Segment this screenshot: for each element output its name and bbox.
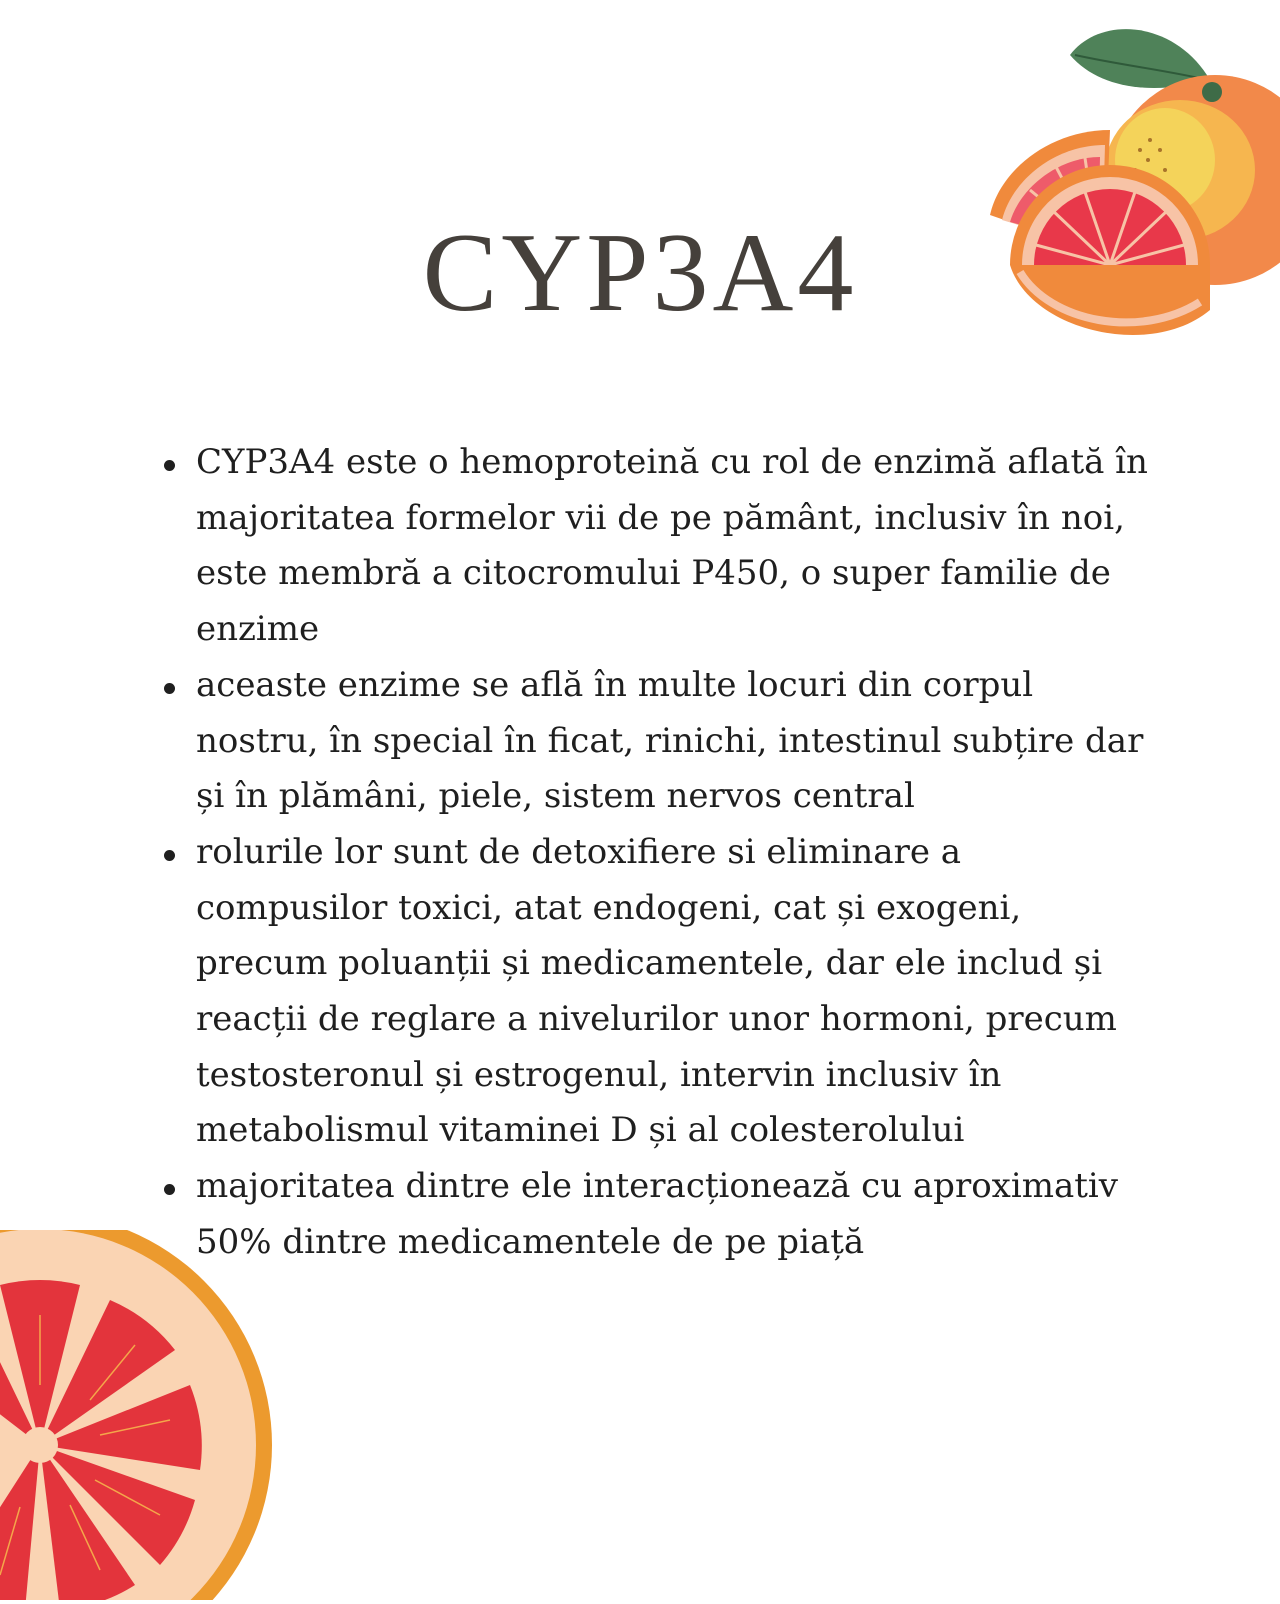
bullet-text: aceaste enzime se află în multe locuri din corpul nostru, în special în ficat, rinichi, intestinul subțire dar și în plămâni, piele, sistem nervos central	[196, 664, 1144, 817]
bullet-point	[164, 1184, 175, 1195]
list-item	[160, 435, 1155, 658]
bullet-point	[164, 850, 175, 861]
bullet-text: CYP3A4 este o hemoproteină cu rol de enzimă aflată în majoritatea formelor vii de pe pământ, inclusiv în noi, este membră a citocromului P450, o super familie de enzime	[196, 442, 1148, 650]
bullet-text: majoritatea dintre ele interacționează cu aproximativ 50% dintre medicamentele de pe piață	[196, 1166, 1118, 1262]
list-item	[160, 825, 1155, 1159]
bullet-point	[164, 683, 175, 694]
bullet-point	[164, 460, 175, 471]
bullet-text: rolurile lor sunt de detoxifiere si eliminare a compusilor toxici, atat endogeni, cat și exogeni, precum poluanții și medicamentele, dar ele includ și reacții de reglare a nivelurilor unor hormoni, precum testosteronul și estrogenul, intervin inclusiv în metabolismul vitaminei D și al colesterolului	[196, 831, 1117, 1151]
grapefruit-slice-icon	[0, 1230, 280, 1600]
list-item	[160, 658, 1155, 825]
bullet-list	[160, 435, 1155, 1271]
page-title: CYP3A4	[422, 211, 858, 335]
list-item	[160, 1159, 1155, 1270]
